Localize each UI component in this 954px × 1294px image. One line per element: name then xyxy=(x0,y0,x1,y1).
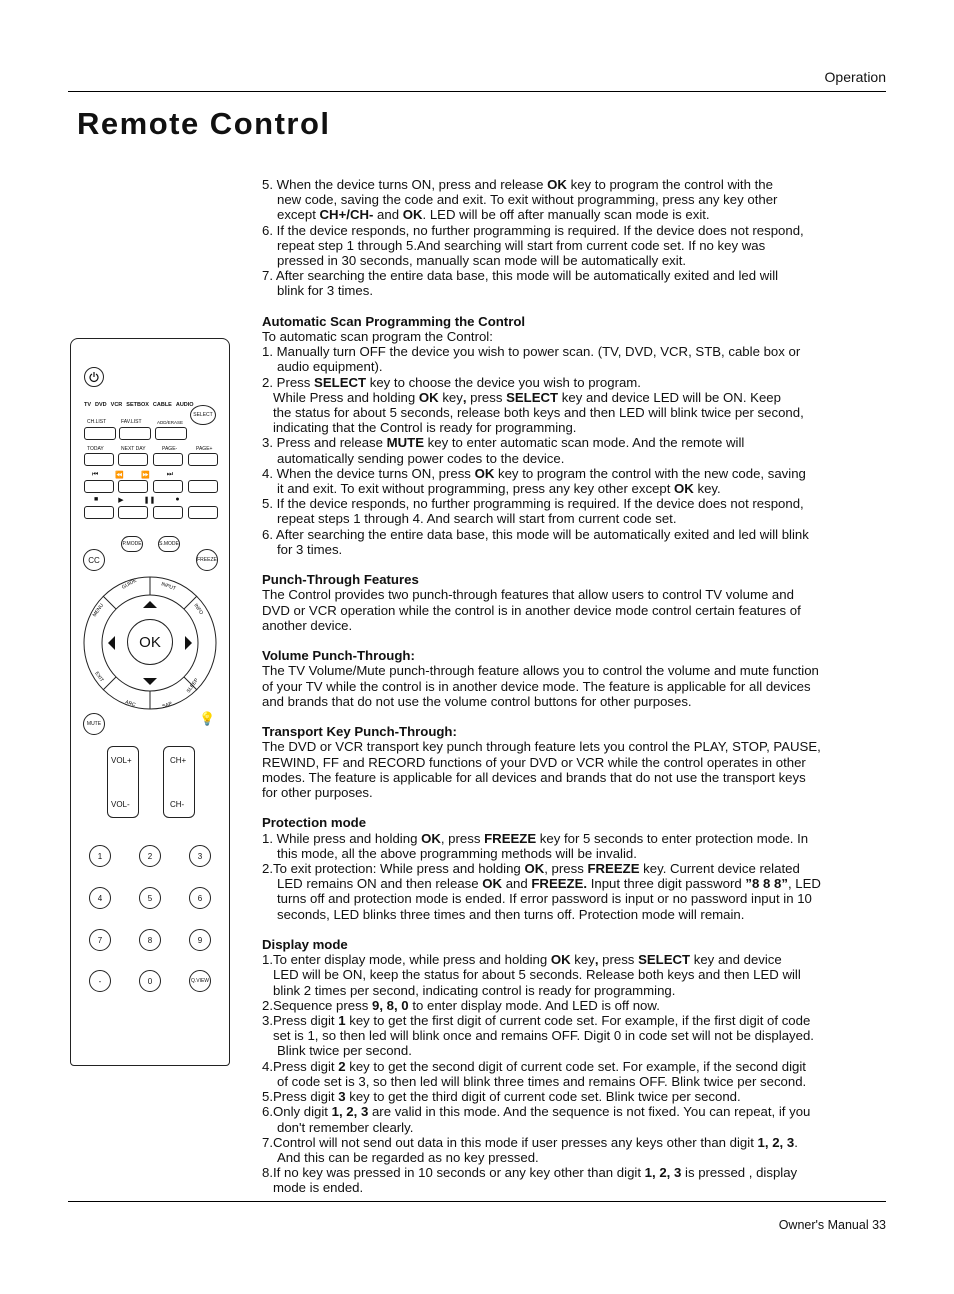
text-line: 5. When the device turns ON, press and release OK key to program the control with the xyxy=(262,177,773,192)
text-line: automatically sending power codes to the device. xyxy=(277,450,565,466)
mute-button: MUTE xyxy=(83,713,105,735)
text-line: it and exit. To exit without programming, press any key other except OK key. xyxy=(277,481,721,497)
section-heading: Transport Key Punch-Through: xyxy=(262,724,457,740)
text-line: except CH+/CH- and OK. LED will be off after manually scan mode is exit. xyxy=(277,207,710,223)
text-line: LED remains ON and then release OK and FREEZE. Input three digit password ”8 8 8”, LED xyxy=(277,876,821,892)
skip-back-icon: ⏮ xyxy=(92,471,99,478)
ring-label-sap: SAP xyxy=(161,700,174,710)
dash-button: - xyxy=(89,970,111,992)
page-title: Remote Control xyxy=(77,106,331,141)
text-line: blink 2 times per second, indicating control is ready for programming. xyxy=(273,982,676,998)
transport-button xyxy=(188,480,218,493)
power-icon xyxy=(84,367,104,387)
nextday-button xyxy=(118,453,148,466)
text-line: 5.Press digit 3 key to get the third digit of current code set. Blink twice per second. xyxy=(262,1089,741,1105)
text-line: 1. Manually turn OFF the device you wish to power scan. (TV, DVD, VCR, STB, cable box or xyxy=(262,344,801,360)
text-line: 5. If the device responds, no further programming is required. If the device does not respond, xyxy=(262,496,804,512)
digit-8-button: 8 xyxy=(139,929,161,951)
vol-down-label: VOL- xyxy=(111,800,130,809)
transport-icons-row1 xyxy=(92,471,173,479)
ring-label-sleep: SLEEP xyxy=(185,677,200,695)
text-line: don't remember clearly. xyxy=(277,1119,414,1135)
device-label: VCR xyxy=(110,402,123,408)
ok-button: OK xyxy=(127,619,173,665)
text-line: turns off and protection mode is ended. If error password is input or no password input in 10 xyxy=(277,891,812,907)
text-line: of your TV while the control is in another device mode. The feature is applicable for all devices xyxy=(262,678,811,694)
ring-label-input: INPUT xyxy=(160,581,177,593)
text-line: of code set is 3, so then led will blink three times and remains OFF. Blink twice per second. xyxy=(277,1073,807,1089)
chlist-label: CH.LIST xyxy=(87,419,107,425)
device-row xyxy=(84,402,194,408)
device-label: AUDIO xyxy=(175,402,194,408)
text-line: for other purposes. xyxy=(262,785,373,801)
text-line: and brands that do not use the volume control buttons for other purposes. xyxy=(262,693,692,709)
text-line: set is 1, so then led will blink once and remains OFF. Digit 0 in code set will not be displayed. xyxy=(273,1028,814,1044)
down-arrow-icon xyxy=(143,678,157,685)
pageminus-button xyxy=(153,453,183,466)
ch-down-label: CH- xyxy=(170,800,185,809)
skip-forward-icon: ⏭ xyxy=(166,471,174,478)
pmode-button: P.MODE xyxy=(121,536,143,552)
text-line: 2.To exit protection: While press and holding OK, press FREEZE key. Current device related xyxy=(262,861,800,877)
digit-7-button: 7 xyxy=(89,929,111,951)
ring-label-arc: ARC xyxy=(124,699,137,709)
text-line: The DVD or VCR transport key punch through feature lets you control the PLAY, STOP, PAUSE, xyxy=(262,739,821,755)
favlist-label: FAV.LIST xyxy=(121,419,142,425)
text-line: While Press and holding OK key, press SELECT key and device LED will be ON. Keep xyxy=(273,389,781,405)
text-line: pressed in 30 seconds, manually scan mode will be automatically exit. xyxy=(277,253,687,269)
digit-1-button: 1 xyxy=(89,845,111,867)
fast-forward-icon: ⏩ xyxy=(141,472,150,479)
text-line: audio equipment). xyxy=(277,359,383,375)
text-line: 2. Press SELECT key to choose the device you wish to program. xyxy=(262,374,641,390)
transport-button xyxy=(188,506,218,519)
device-label: CABLE xyxy=(152,402,172,408)
text-line: REWIND, FF and RECORD functions of your DVD or VCR while the control operates in other xyxy=(262,754,806,770)
nextday-label: NEXT DAY xyxy=(121,446,146,452)
transport-button xyxy=(153,480,183,493)
adderase-button xyxy=(155,427,187,440)
digit-9-button: 9 xyxy=(189,929,211,951)
text-line: 4. When the device turns ON, press OK key to program the control with the new code, saving xyxy=(262,465,806,481)
text-line: LED will be ON, keep the status for about 5 seconds. Release both keys and then LED will xyxy=(273,967,801,983)
section-heading: Protection mode xyxy=(262,815,367,831)
pageplus-button xyxy=(188,453,218,466)
text-line: 1. While press and holding OK, press FREEZE key for 5 seconds to enter protection mode. In xyxy=(262,830,809,846)
text-line: And this can be regarded as no key pressed. xyxy=(277,1149,539,1165)
text-line: 2.Sequence press 9, 8, 0 to enter display mode. And LED is off now. xyxy=(262,997,660,1013)
adderase-label: ADD/ERASE xyxy=(157,420,184,425)
ring-label-info: INFO xyxy=(192,602,205,616)
text-line: 1.To enter display mode, while press and holding OK key, press SELECT key and device xyxy=(262,952,782,968)
text-line: To automatic scan program the Control: xyxy=(262,329,493,345)
ch-up-label: CH+ xyxy=(170,756,187,765)
section-heading: Volume Punch-Through: xyxy=(262,648,415,664)
text-line: 7.Control will not send out data in this mode if user presses any keys other than digit 1, 2, 3. xyxy=(262,1134,798,1150)
footer-rule xyxy=(68,1201,886,1202)
text-line: The TV Volume/Mute punch-through feature allows you to control the volume and mute function xyxy=(262,663,819,679)
digit-2-button: 2 xyxy=(139,845,161,867)
digit-6-button: 6 xyxy=(189,887,211,909)
transport-button xyxy=(118,506,148,519)
text-line: DVD or VCR operation while the control is in another device mode control certain features of xyxy=(262,602,801,618)
freeze-button: FREEZE xyxy=(196,549,218,571)
ring-label-guide: GUIDE xyxy=(121,577,138,591)
text-line: for 3 times. xyxy=(277,541,343,557)
text-line: new code, saving the code and exit. To exit without programming, press any key other xyxy=(277,192,778,208)
text-line: 6.Only digit 1, 2, 3 are valid in this mode. And the sequence is not fixed. You can repeat, if you xyxy=(262,1104,811,1120)
transport-button xyxy=(153,506,183,519)
ring-label-menu: MENU xyxy=(91,602,106,619)
right-arrow-icon xyxy=(185,636,192,650)
left-arrow-icon xyxy=(108,636,115,650)
text-line: 4.Press digit 2 key to get the second digit of current code set. For example, if the second digit xyxy=(262,1058,806,1074)
transport-button xyxy=(84,506,114,519)
text-line: blink for 3 times. xyxy=(277,283,374,299)
text-line: Blink twice per second. xyxy=(277,1043,412,1059)
device-label: SETBOX xyxy=(126,402,149,408)
digit-0-button: 0 xyxy=(139,970,161,992)
text-line: mode is ended. xyxy=(273,1180,364,1196)
ring-label-exit: EXIT xyxy=(93,670,105,684)
transport-button xyxy=(84,480,114,493)
rewind-icon: ⏪ xyxy=(115,472,125,479)
header-rule xyxy=(68,91,886,92)
text-line: 6. After searching the entire data base, this mode will be automatically exited and led will blink xyxy=(262,526,809,542)
section-label: Operation xyxy=(824,69,886,85)
text-line: seconds, LED blinks three times and then turns off. Protection mode will remain. xyxy=(277,906,745,922)
text-line: modes. The feature is applicable for all devices and brands that do not use the transport keys xyxy=(262,769,806,785)
text-line: 7. After searching the entire data base, this mode will be automatically exited and led will xyxy=(262,268,779,284)
qview-button: Q.VIEW xyxy=(189,970,211,992)
section-heading: Display mode xyxy=(262,937,348,953)
today-button xyxy=(84,453,114,466)
digit-5-button: 5 xyxy=(139,887,161,909)
section-heading: Automatic Scan Programming the Control xyxy=(262,313,526,329)
section-heading: Punch-Through Features xyxy=(262,572,419,588)
light-icon: 💡 xyxy=(199,711,216,726)
text-line: 8.If no key was pressed in 10 seconds or any key other than digit 1, 2, 3 is pressed , display xyxy=(262,1165,798,1181)
smode-button: S.MODE xyxy=(158,536,180,552)
vol-up-label: VOL+ xyxy=(111,756,132,765)
page-footer: Owner's Manual 33 xyxy=(778,1218,886,1232)
text-line: another device. xyxy=(262,617,353,633)
text-line: 3.Press digit 1 key to get the first digit of current code set. For example, if the first digit of code xyxy=(262,1013,811,1029)
record-icon: ● xyxy=(175,496,180,503)
digit-3-button: 3 xyxy=(189,845,211,867)
text-line: The Control provides two punch-through features that allow users to control TV volume and xyxy=(262,587,794,603)
select-button: SELECT xyxy=(190,405,216,425)
device-label: DVD xyxy=(95,402,107,408)
text-line: indicating that the Control is ready for programming. xyxy=(273,420,577,436)
text-line: 6. If the device responds, no further programming is required. If the device does not respond, xyxy=(262,222,804,238)
stop-icon: ■ xyxy=(94,496,99,503)
play-icon: ▶ xyxy=(118,497,124,504)
cc-button: CC xyxy=(83,549,105,571)
today-label: TODAY xyxy=(87,446,104,452)
pageplus-label: PAGE+ xyxy=(196,446,213,452)
transport-icons-row2 xyxy=(94,496,180,504)
chlist-button xyxy=(84,427,116,440)
text-line: repeat steps 1 through 4. And search will start from current code set. xyxy=(277,511,677,527)
digit-4-button: 4 xyxy=(89,887,111,909)
remote-illustration xyxy=(70,338,230,1066)
up-arrow-icon xyxy=(143,601,157,608)
transport-button xyxy=(118,480,148,493)
text-line: this mode, all the above programming methods will be invalid. xyxy=(277,845,637,861)
instructions xyxy=(262,177,892,1196)
pageminus-label: PAGE- xyxy=(162,446,178,452)
text-line: repeat step 1 through 5.And searching will start from current code set. If no key was xyxy=(277,237,766,253)
favlist-button xyxy=(119,427,151,440)
pause-icon: ❚❚ xyxy=(143,497,156,504)
text-line: 3. Press and release MUTE key to enter automatic scan mode. And the remote will xyxy=(262,435,745,451)
device-label: TV xyxy=(84,402,92,408)
text-line: the status for about 5 seconds, release both keys and then LED will blink twice per second, xyxy=(273,405,804,421)
